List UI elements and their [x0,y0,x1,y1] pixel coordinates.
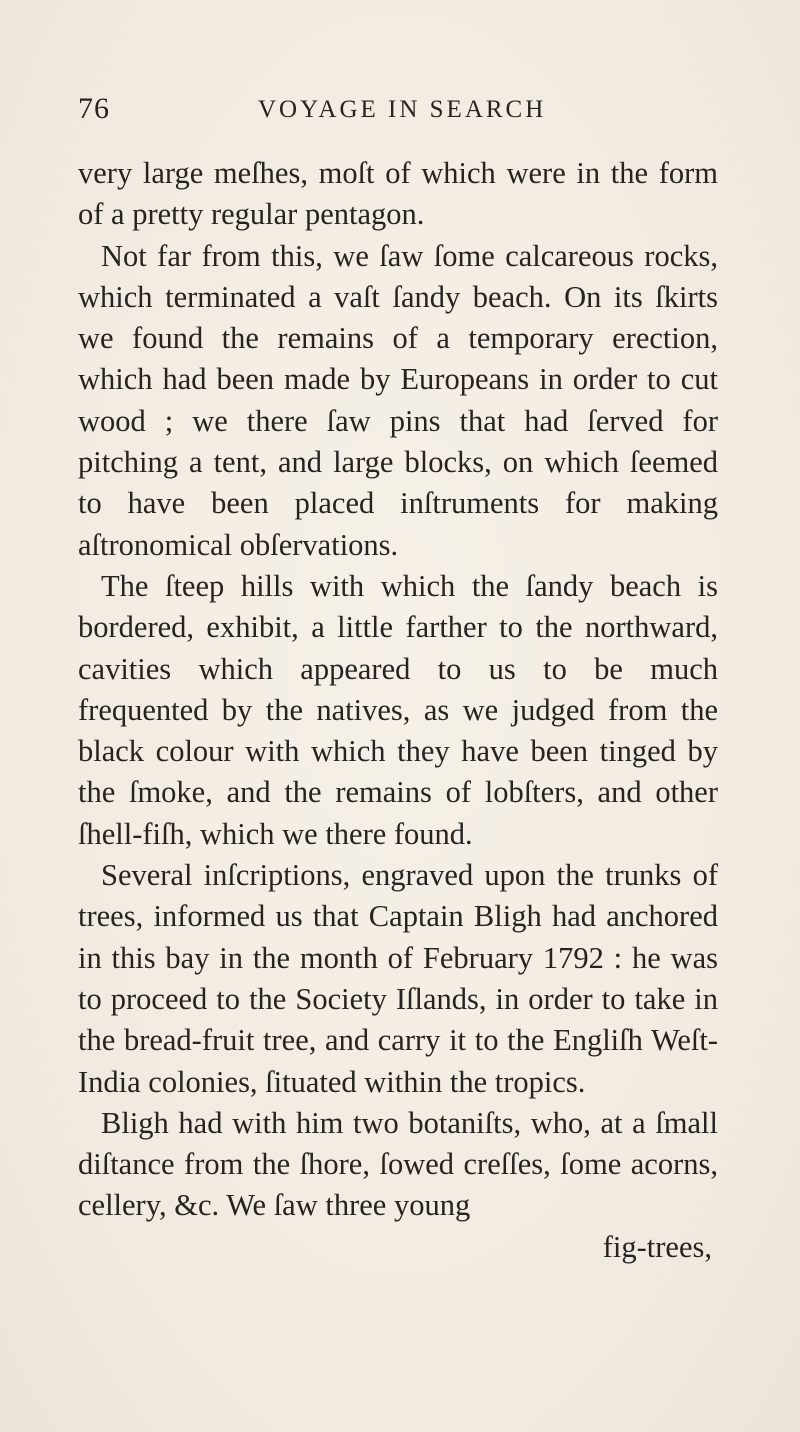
paragraph-calcareous-rocks: Not far from this, we ſaw ſome calcareous rocks, which terminated a vaſt ſandy beach. On its ſkirts we found the remains of a temporary erection, which had been made by Europeans in order to cut wood ; we there ſaw pins that had ſerved for pitching a tent, and large blocks, on which ſeemed to have been placed inſtruments for making aſtronomical obſervations. [78,238,718,562]
paragraph-botanists: Bligh had with him two botaniſts, who, at a ſmall diſtance from the ſhore, ſowed creſſes, ſome acorns, cellery, &c. We ſaw three young [78,1105,718,1223]
paragraph-steep-hills: The ſteep hills with which the ſandy beach is bordered, exhibit, a little farther to the northward, cavities which appeared to us to be much frequented by the natives, as we judged from the black colour with which they have been tinged by the ſmoke, and the remains of lobſters, and other ſhell-fiſh, which we there found. [78,568,718,851]
catchword: fig-trees, [602,1229,712,1264]
page-number: 76 [78,92,110,125]
running-head-title: VOYAGE IN SEARCH [258,96,547,123]
paragraph-inscriptions: Several inſcriptions, engraved upon the trunks of trees, informed us that Captain Bligh had anchored in this bay in the month of February 1792 : he was to proceed to the Society Iſlands, in order to take in the bread-fruit tree, and carry it to the Engliſh Weſt-India colonies, ſituated within the tropics. [78,858,718,1099]
running-head [78,92,740,132]
paragraph-continued: very large meſhes, moſt of which were in the form of a pretty regular pentagon. [78,156,718,232]
body-text [78,153,718,1268]
